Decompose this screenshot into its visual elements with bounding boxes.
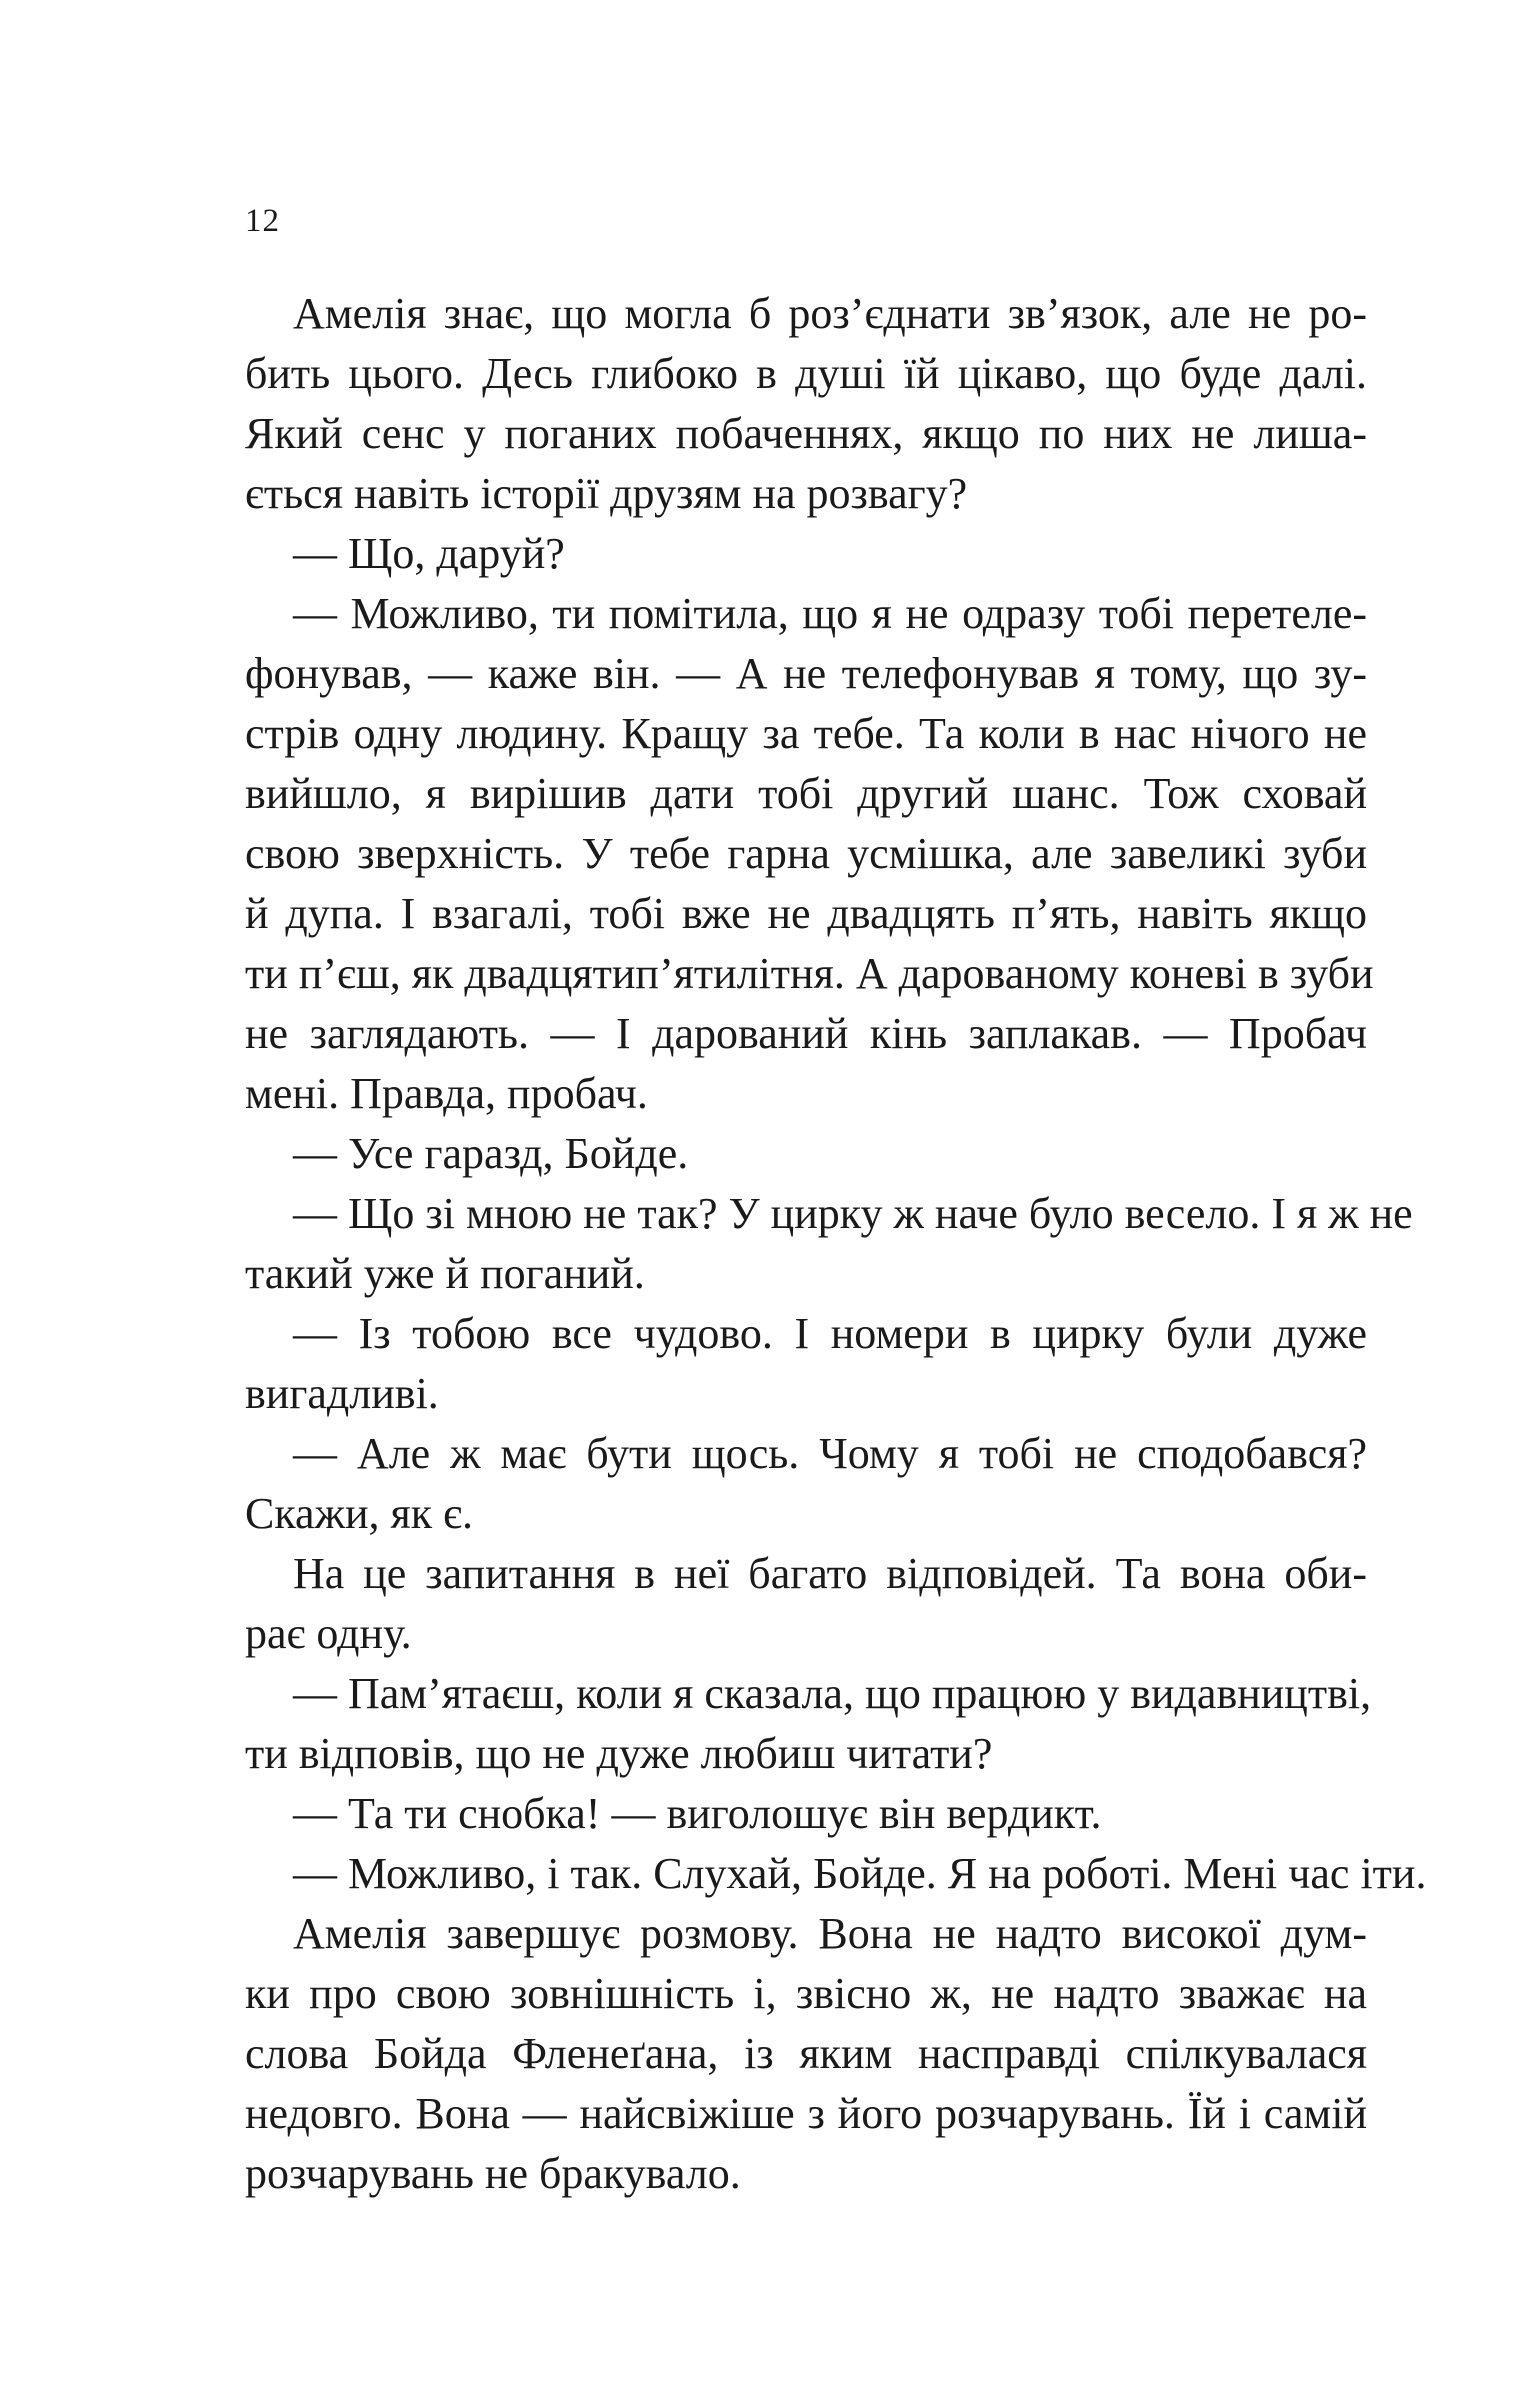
text-line: — Можливо, ти помітила, що я не одразу тобі перетеле-: [293, 589, 1367, 638]
page-number: 12: [245, 203, 280, 239]
text-line: мені. Правда, пробач.: [245, 1069, 648, 1118]
text-line: — Із тобою все чудово. І номери в цирку були дуже: [293, 1309, 1367, 1358]
text-line: — Що, даруй?: [293, 529, 565, 578]
text-line: розчарувань не бракувало.: [245, 2149, 741, 2198]
text-line: фонував, — каже він. — А не телефонував я тому, що зу-: [245, 649, 1367, 698]
text-line: — Що зі мною не так? У цирку ж наче було весело. І я ж не: [293, 1189, 1413, 1238]
text-line: — Можливо, і так. Слухай, Бойде. Я на роботі. Мені час іти.: [293, 1849, 1427, 1898]
text-line: На це запитання в неї багато відповідей. Та вона оби-: [293, 1549, 1367, 1598]
text-line: — Але ж має бути щось. Чому я тобі не сподобався?: [293, 1429, 1367, 1478]
text-line: вигадливі.: [245, 1369, 439, 1418]
text-line: ти відповів, що не дуже любиш читати?: [245, 1729, 993, 1778]
text-line: Амелія знає, що могла б роз’єднати зв’язок, але не ро-: [293, 289, 1367, 338]
text-line: ти п’єш, як двадцятип’ятилітня. А дарованому коневі в зуби: [245, 949, 1374, 998]
text-line: й дупа. І взагалі, тобі вже не двадцять п’ять, навіть якщо: [245, 889, 1367, 938]
text-line: стрів одну людину. Кращу за тебе. Та коли в нас нічого не: [245, 709, 1367, 758]
text-line: ки про свою зовнішність і, звісно ж, не надто зважає на: [245, 1969, 1367, 2018]
text-line: недовго. Вона — найсвіжіше з його розчарувань. Їй і самій: [245, 2089, 1367, 2138]
text-line: свою зверхність. У тебе гарна усмішка, але завеликі зуби: [245, 829, 1367, 878]
text-line: бить цього. Десь глибоко в душі їй цікаво, що буде далі.: [245, 349, 1367, 398]
text-line: — Пам’ятаєш, коли я сказала, що працюю у видавництві,: [293, 1669, 1372, 1718]
body-text: [245, 284, 1427, 2204]
text-line: рає одну.: [245, 1609, 412, 1658]
text-line: Скажи, як є.: [245, 1489, 474, 1538]
text-line: ється навіть історії друзям на розвагу?: [245, 469, 968, 518]
text-line: Амелія завершує розмову. Вона не надто високої дум-: [293, 1909, 1367, 1958]
text-line: — Усе гаразд, Бойде.: [293, 1129, 689, 1178]
text-line: — Та ти снобка! — виголошує він вердикт.: [293, 1789, 1102, 1838]
text-line: такий уже й поганий.: [245, 1249, 645, 1298]
text-line: слова Бойда Фленеґана, із яким насправді спілкувалася: [245, 2029, 1367, 2078]
text-line: Який сенс у поганих побаченнях, якщо по них не лиша-: [245, 409, 1367, 458]
text-line: вийшло, я вирішив дати тобі другий шанс. Тож сховай: [245, 769, 1367, 818]
text-line: не заглядають. — І дарований кінь заплакав. — Пробач: [245, 1009, 1367, 1058]
